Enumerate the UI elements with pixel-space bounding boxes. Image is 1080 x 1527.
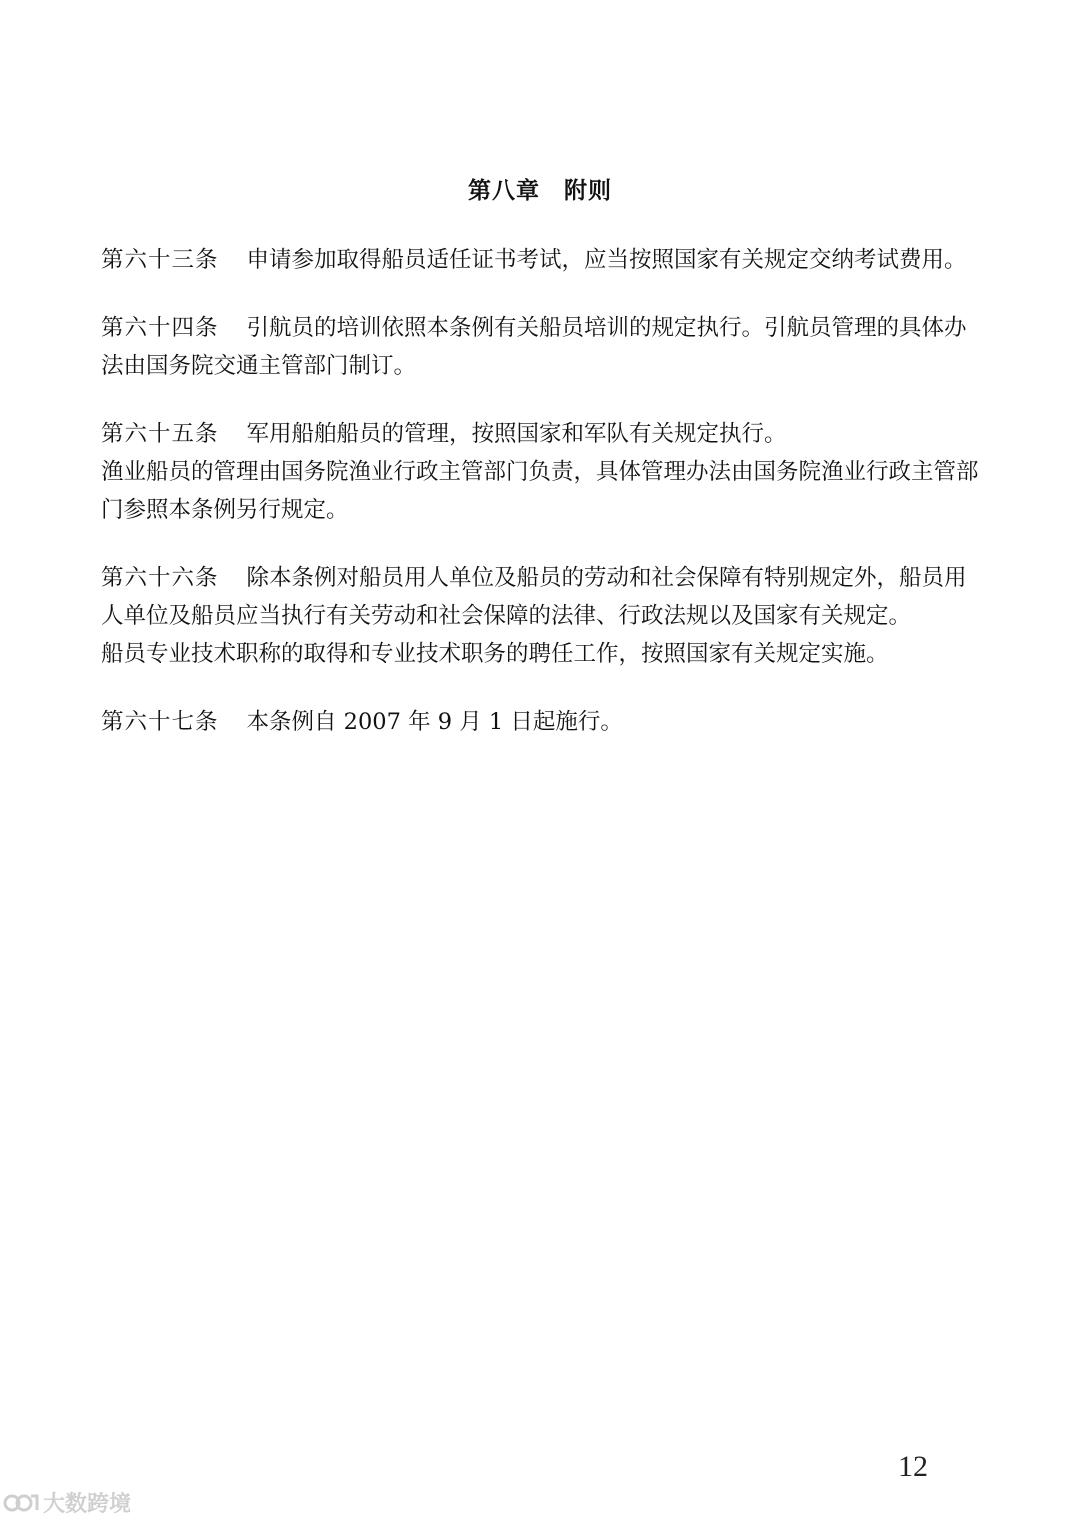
- articles-body: [101, 241, 986, 771]
- article-text: 除本条例对船员用人单位及船员的劳动和社会保障有特别规定外，船员用人单位及船员应当执行有关劳动和社会保障的法律、行政法规以及国家有关规定。: [101, 565, 967, 629]
- brand-logo-icon: [3, 1490, 39, 1516]
- article-63: [101, 241, 986, 279]
- article-paragraph: [101, 703, 986, 741]
- page-number: 12: [898, 1450, 928, 1483]
- article-text: 军用船舶船员的管理，按照国家和军队有关规定执行。: [246, 421, 787, 447]
- article-66: [101, 559, 986, 673]
- article-paragraph: [101, 559, 986, 635]
- article-64: [101, 309, 986, 385]
- article-number: 第六十三条: [101, 247, 219, 273]
- article-text: 引航员的培训依照本条例有关船员培训的规定执行。引航员管理的具体办法由国务院交通主管部门制订。: [101, 315, 967, 379]
- watermark-text: 大数跨境: [43, 1492, 132, 1517]
- chapter-title: 第八章 附则: [468, 178, 612, 204]
- article-65: [101, 415, 986, 529]
- article-number: 第六十七条: [101, 709, 219, 735]
- article-paragraph: 船员专业技术职称的取得和专业技术职务的聘任工作，按照国家有关规定实施。: [101, 641, 889, 667]
- article-67: [101, 703, 986, 741]
- article-text: 本条例自 2007 年 9 月 1 日起施行。: [246, 709, 623, 735]
- article-paragraph: [101, 309, 986, 385]
- article-paragraph: [101, 415, 986, 453]
- article-paragraph: [101, 241, 986, 279]
- article-number: 第六十五条: [101, 421, 219, 447]
- article-number: 第六十六条: [101, 565, 219, 591]
- article-text: 申请参加取得船员适任证书考试，应当按照国家有关规定交纳考试费用。: [246, 247, 967, 273]
- watermark: [3, 1487, 131, 1518]
- article-paragraph: 渔业船员的管理由国务院渔业行政主管部门负责，具体管理办法由国务院渔业行政主管部门参照本条例另行规定。: [101, 459, 979, 523]
- article-number: 第六十四条: [101, 315, 219, 341]
